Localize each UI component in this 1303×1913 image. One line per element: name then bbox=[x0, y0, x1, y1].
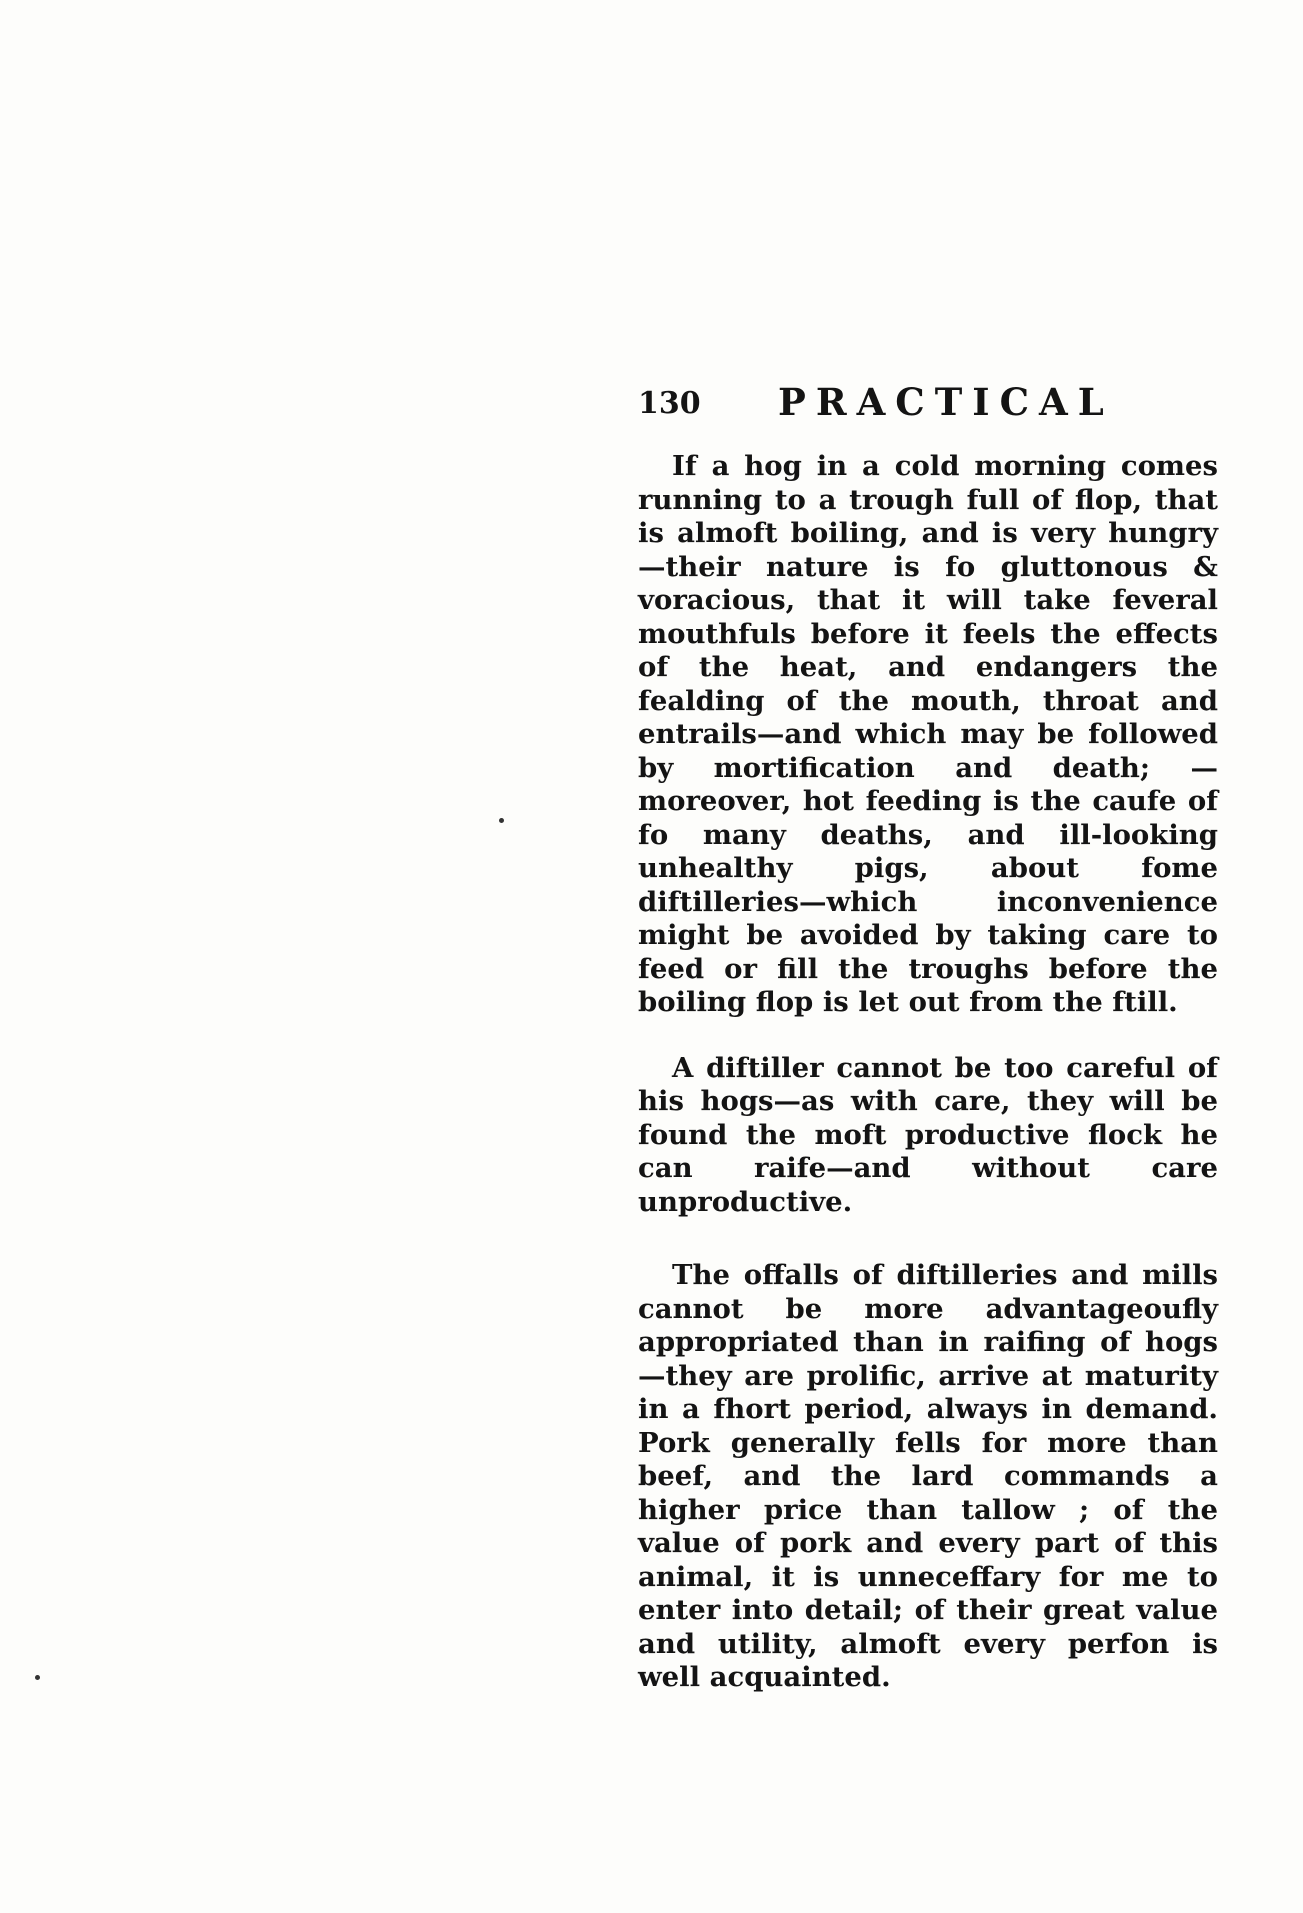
running-title: PRACTICAL bbox=[778, 380, 1114, 424]
body-text bbox=[638, 450, 1218, 1695]
ink-speck bbox=[499, 818, 504, 823]
paragraph-hot-feeding: If a hog in a cold morning comes running to a trough full of flop, that is almoft boiling, and is very hungry—their nature is fo gluttonous & voracious, that it will take feveral mouthfuls before it feels the effects of the heat, and endangers the fealding of the mouth, throat and entrails—and which may be followed by mortification and death; —moreover, hot feeding is the caufe of fo many deaths, and ill-looking unhealthy pigs, about fome diftilleries—which inconvenience might be avoided by taking care to feed or fill the troughs before the boiling flop is let out from the ftill. bbox=[638, 450, 1218, 1018]
paragraph-offalls: The offalls of diftilleries and mills cannot be more advantageoufly appropriated than in raifing of hogs—they are prolific, arrive at maturity in a fhort period, always in demand. Pork generally fells for more than beef, and the lard commands a higher price than tallow ; of the value of pork and every part of this animal, it is unneceffary for me to enter into detail; of their great value and utility, almoft every perfon is well acquainted. bbox=[638, 1259, 1218, 1693]
ink-speck bbox=[35, 1675, 40, 1680]
running-head bbox=[638, 380, 1218, 432]
paragraph-care-of-hogs: A diftiller cannot be too careful of his hogs—as with care, they will be found the moft productive flock he can raife—and without care unproductive. bbox=[638, 1051, 1218, 1218]
page-number: 130 bbox=[638, 386, 701, 421]
